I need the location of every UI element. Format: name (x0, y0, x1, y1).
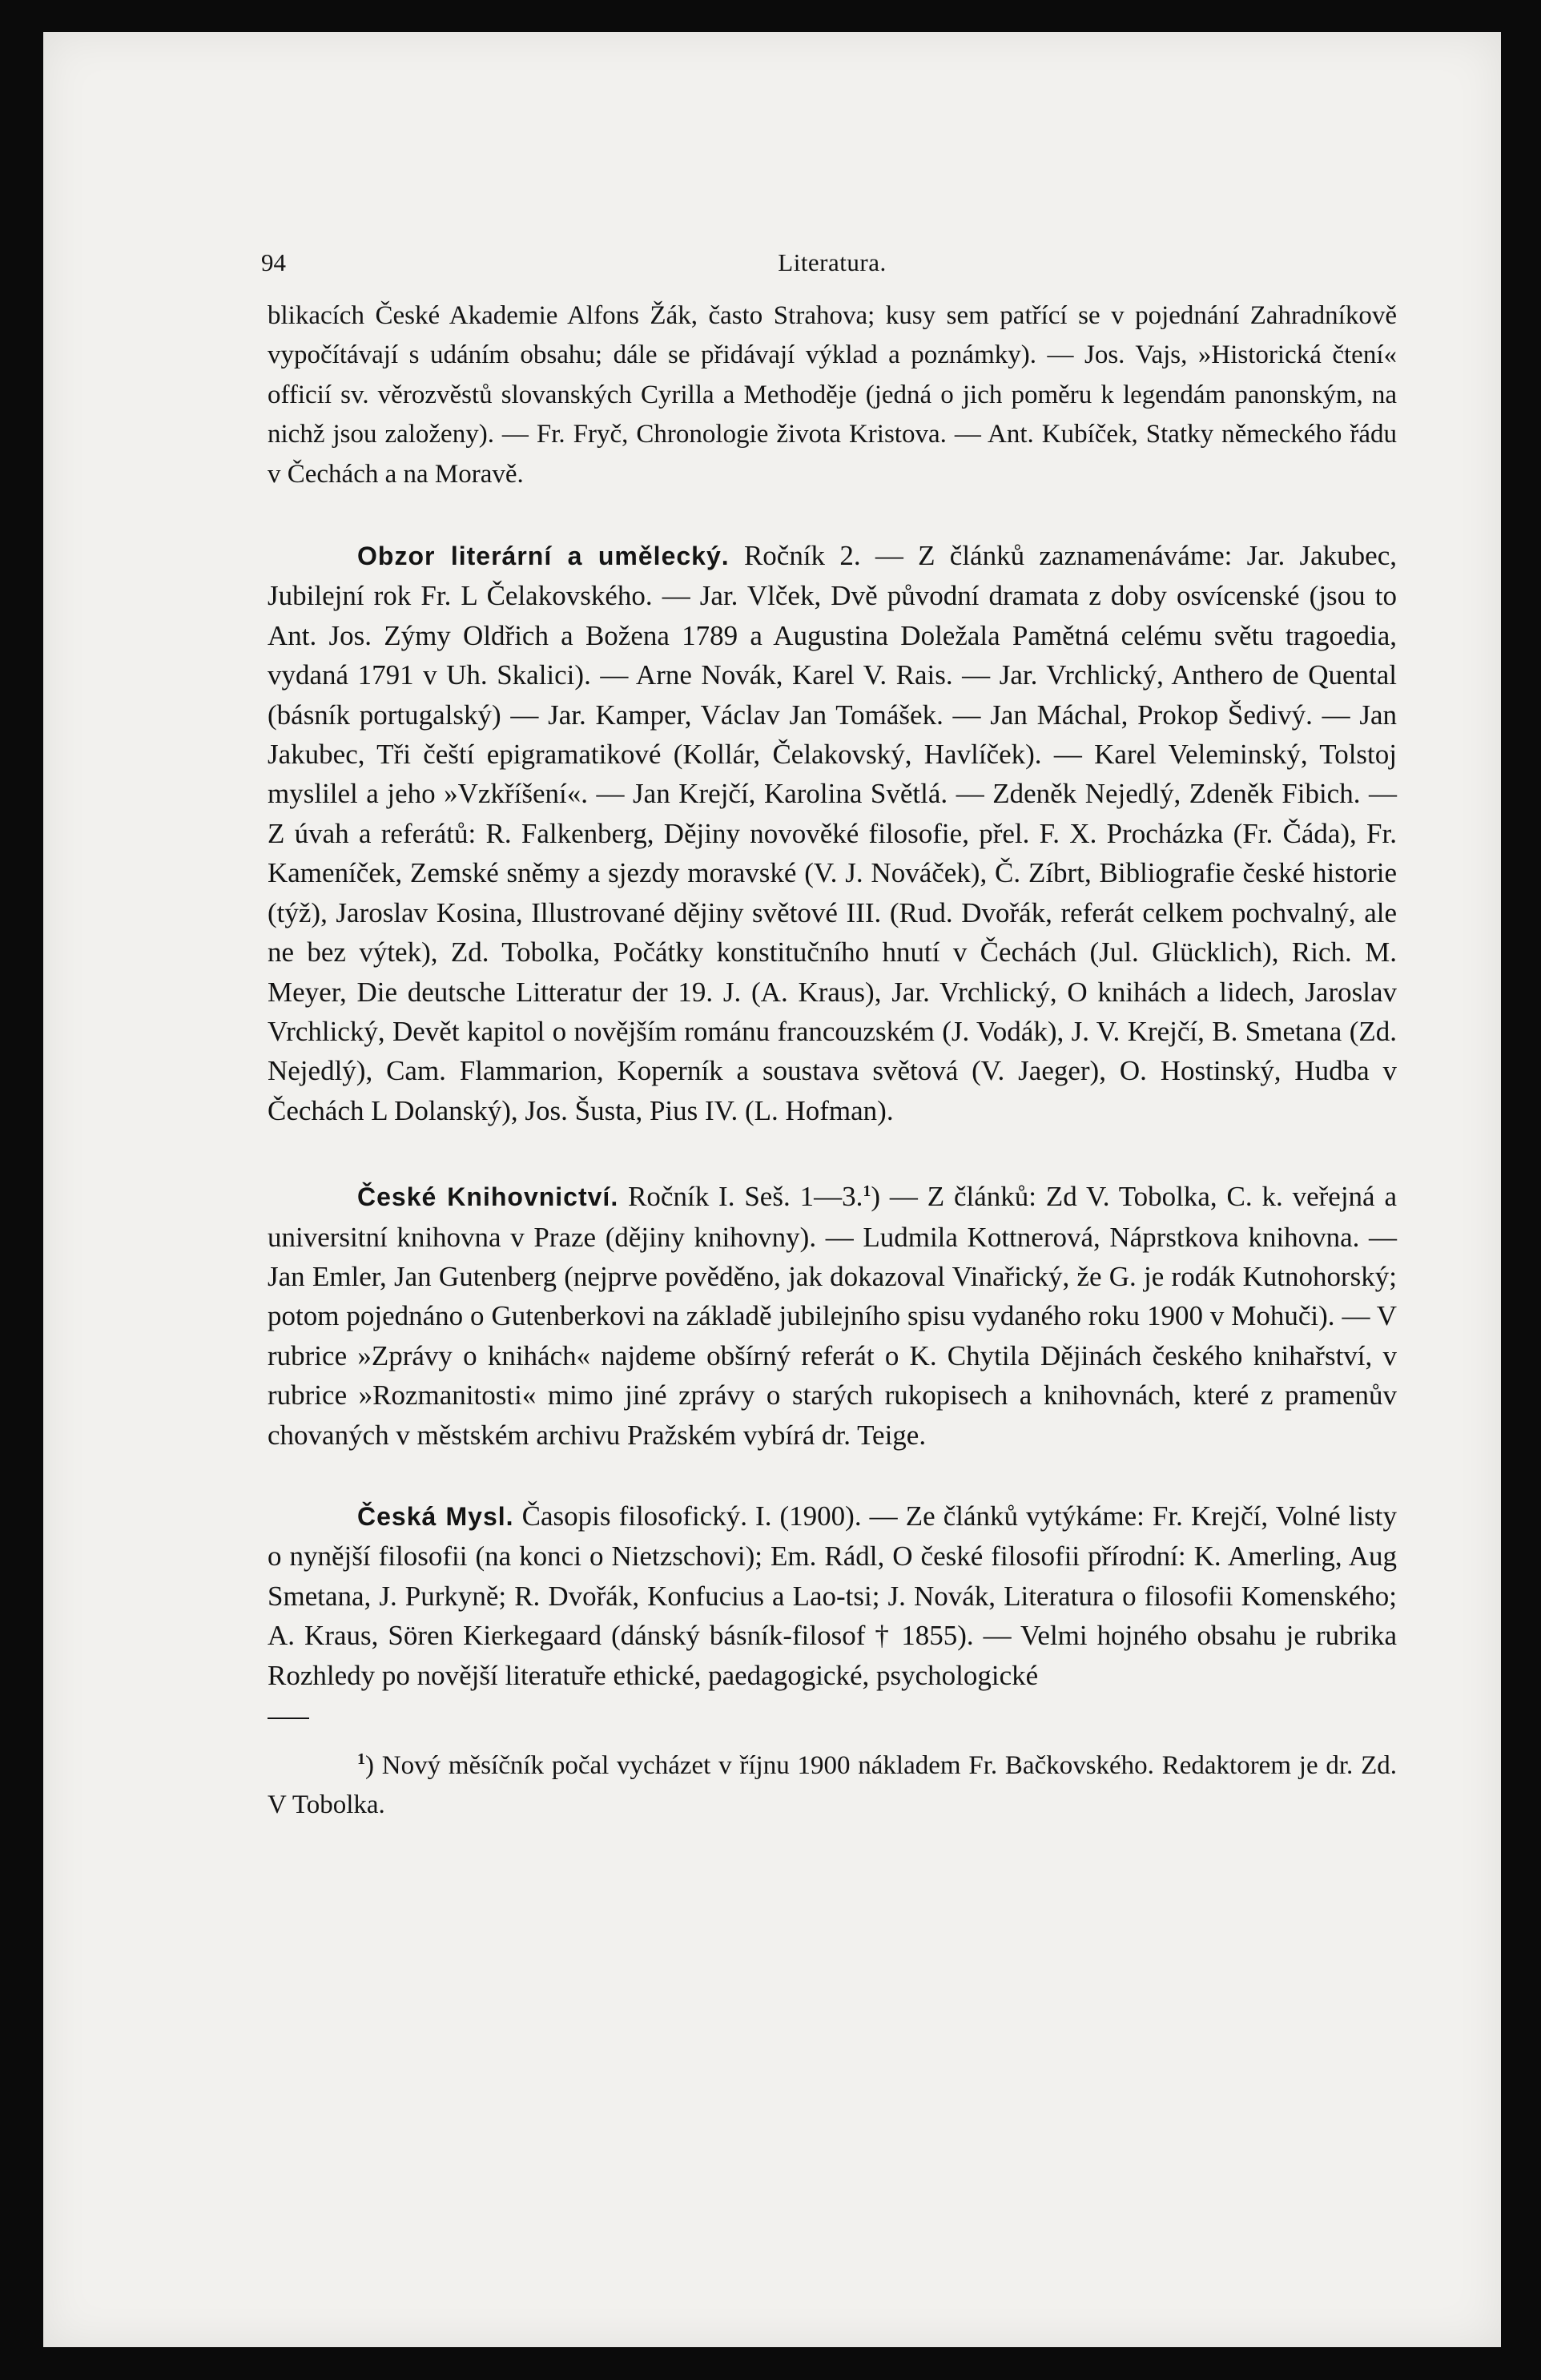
journal-title: České Knihovnictví. (357, 1182, 619, 1212)
footnote-rule (268, 1718, 309, 1719)
footnote-reference: 1 (863, 1182, 871, 1201)
paragraph-ceska-mysl (268, 1496, 1397, 1695)
running-head: Literatura. (778, 248, 887, 276)
journal-title: Česká Mysl. (357, 1501, 514, 1531)
footnote-mark: 1 (357, 1750, 365, 1768)
paragraph-body: Ročník 2. — Z článků zaznamenáváme: Jar. Jakubec, Jubilejní rok Fr. L Čelakovského. — Jar. Vlček, Dvě původní dramata z doby osvícenské (jsou to Ant. Jos. Zýmy Oldřich a Božena 1789 a Augustina Doležala Pamětná celému světu tragoedia, vydaná 1791 v Uh. Skalici). — Arne Novák, Karel V. Rais. — Jar. Vrchlický, Anthero de Quental (básník portugalský) — Jar. Kamper, Václav Jan Tomášek. — Jan Máchal, Prokop Šedivý. — Jan Jakubec, Tři čeští epigramatikové (Kollár, Čelakovský, Havlíček). — Karel Veleminský, Tolstoj myslilel a jeho »Vzkříšení«. — Jan Krejčí, Karolina Světlá. — Zdeněk Nejedlý, Zdeněk Fibich. — Z úvah a referátů: R. Falkenberg, Dějiny novověké filosofie, přel. F. X. Procházka (Fr. Čáda), Fr. Kameníček, Zemské sněmy a sjezdy moravské (V. J. Nováček), Č. Zíbrt, Bibliografie české historie (týž), Jaroslav Kosina, Illustrované dějiny světové III. (Rud. Dvořák, referát celkem pochvalný, ale ne bez výtek), Zd. Tobolka, Počátky konstitučního hnutí v Čechách (Jul. Glücklich), Rich. M. Meyer, Die deutsche Litteratur der 19. J. (A. Kraus), Jar. Vrchlický, O knihách a lidech, Jaroslav Vrchlický, Devět kapitol o novějším románu francouzském (J. Vodák), J. V. Krejčí, B. Smetana (Zd. Nejedlý), Cam. Flammarion, Koperník a soustava světová (V. Jaeger), O. Hostinský, Hudba v Čechách L Dolanský), Jos. Šusta, Pius IV. (L. Hofman). (268, 540, 1397, 1126)
book-page (43, 32, 1501, 2347)
journal-title: Obzor literární a umělecký. (357, 542, 730, 571)
paragraph-body-continued: ) — Z článků: Zd V. Tobolka, C. k. veřejná a universitní knihovna v Praze (dějiny knihovny). — Ludmila Kottnerová, Náprstkova knihovna. — Jan Emler, Jan Gutenberg (nejprve pověděno, jak dokazoval Vinařický, že G. je rodák Kutnohorský; potom pojednáno o Gutenberkovi na základě jubilejního spisu vydaného roku 1900 v Mohuči). — V rubrice »Zprávy o knihách« najdeme obšírný referát o K. Chytila Dějinách českého knihařství, v rubrice »Rozmanitosti« mimo jiné zprávy o starých rukopisech a knihovnách, které z pramenův chovaných v městském archivu Pražském vybírá dr. Teige. (268, 1181, 1397, 1451)
paragraph-obzor (268, 536, 1397, 1130)
paragraph-body: Časopis filosofický. I. (1900). — Ze článků vytýkáme: Fr. Krejčí, Volné listy o nynější filosofii (na konci o Nietzschovi); Em. Rádl, O české filosofii přírodní: K. Amerling, Aug Smetana, J. Purkyně; R. Dvořák, Konfucius a Lao-tsi; J. Novák, Literatura o filosofii Komenského; A. Kraus, Sören Kierkegaard (dánský básník-filosof † 1855). — Velmi hojného obsahu je rubrika Rozhledy po novější literatuře ethické, paedagogické, psychologické (268, 1500, 1397, 1691)
footnote (268, 1740, 1397, 1825)
paragraph-continued: blikacích České Akademie Alfons Žák, často Strahova; kusy sem patřící se v pojednání Zahradníkově vypočítávají s udáním obsahu; dále se přidávají výklad a poznámky). — Jos. Vajs, »Historická čtení« officií sv. věrozvěstů slovanských Cyrilla a Methoděje (jedná o jich poměru k legendám panonským, na nichž jsou založeny). — Fr. Fryč, Chronologie života Kristova. — Ant. Kubíček, Statky německého řádu v Čechách a na Moravě. (268, 301, 1397, 489)
paragraph-knihovnictvi (268, 1172, 1397, 1455)
text-block (261, 248, 1397, 1825)
footnote-text: ) Nový měsíčník počal vycházet v říjnu 1900 nákladem Fr. Bačkovského. Redaktorem je dr. Zd. V Tobolka. (268, 1751, 1397, 1819)
page-number: 94 (261, 248, 286, 276)
paragraph-body: Ročník I. Seš. 1—3. (618, 1181, 863, 1213)
page-header (261, 248, 1397, 296)
